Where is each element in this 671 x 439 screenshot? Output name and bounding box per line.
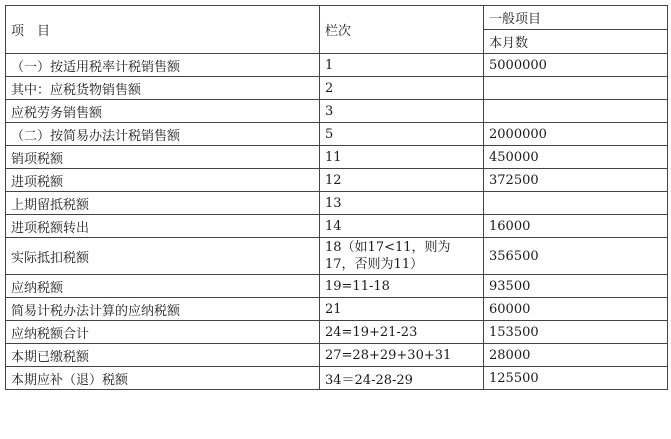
header-column-number: 栏次	[320, 6, 484, 54]
row-column: 27=28+29+30+31	[320, 344, 484, 367]
row-column: 3	[320, 100, 484, 123]
row-item: 其中：应税货物销售额	[6, 77, 320, 100]
header-row-1	[6, 6, 668, 30]
row-item: （一）按适用税率计税销售额	[6, 54, 320, 77]
row-item: 上期留抵税额	[6, 192, 320, 215]
row-item: 应纳税额	[6, 275, 320, 298]
vat-return-table	[5, 5, 668, 390]
row-value: 356500	[484, 238, 668, 275]
table-row	[6, 215, 668, 238]
row-column: 11	[320, 146, 484, 169]
row-value: 93500	[484, 275, 668, 298]
row-value	[484, 192, 668, 215]
table-row	[6, 146, 668, 169]
row-value	[484, 100, 668, 123]
header-current-month: 本月数	[484, 30, 668, 54]
row-column: 2	[320, 77, 484, 100]
row-item: 本期应补（退）税额	[6, 367, 320, 390]
row-item: 应纳税额合计	[6, 321, 320, 344]
row-value: 16000	[484, 215, 668, 238]
row-value: 153500	[484, 321, 668, 344]
row-column: 14	[320, 215, 484, 238]
row-column: 24=19+21-23	[320, 321, 484, 344]
table-row	[6, 77, 668, 100]
table-row	[6, 298, 668, 321]
row-item: （二）按简易办法计税销售额	[6, 123, 320, 146]
table-row	[6, 123, 668, 146]
row-value	[484, 77, 668, 100]
row-value: 28000	[484, 344, 668, 367]
row-column: 12	[320, 169, 484, 192]
row-item: 应税劳务销售额	[6, 100, 320, 123]
table-row	[6, 275, 668, 298]
table-row	[6, 100, 668, 123]
table-row	[6, 238, 668, 275]
header-general-items: 一般项目	[484, 6, 668, 30]
row-item: 实际抵扣税额	[6, 238, 320, 275]
row-value: 125500	[484, 367, 668, 390]
row-column: 5	[320, 123, 484, 146]
table-row	[6, 192, 668, 215]
row-item: 本期已缴税额	[6, 344, 320, 367]
table-row	[6, 169, 668, 192]
row-column: 1	[320, 54, 484, 77]
row-item: 进项税额	[6, 169, 320, 192]
row-item: 销项税额	[6, 146, 320, 169]
row-column: 18（如17<11，则为17，否则为11）	[320, 238, 484, 275]
row-item: 简易计税办法计算的应纳税额	[6, 298, 320, 321]
table-row	[6, 54, 668, 77]
table-row	[6, 344, 668, 367]
row-value: 450000	[484, 146, 668, 169]
row-value: 372500	[484, 169, 668, 192]
row-column: 34＝24-28-29	[320, 367, 484, 390]
row-value: 2000000	[484, 123, 668, 146]
row-value: 5000000	[484, 54, 668, 77]
row-value: 60000	[484, 298, 668, 321]
row-column: 21	[320, 298, 484, 321]
table-row	[6, 321, 668, 344]
table-row	[6, 367, 668, 390]
row-item: 进项税额转出	[6, 215, 320, 238]
row-column: 13	[320, 192, 484, 215]
row-column: 19=11-18	[320, 275, 484, 298]
header-item: 项 目	[6, 6, 320, 54]
